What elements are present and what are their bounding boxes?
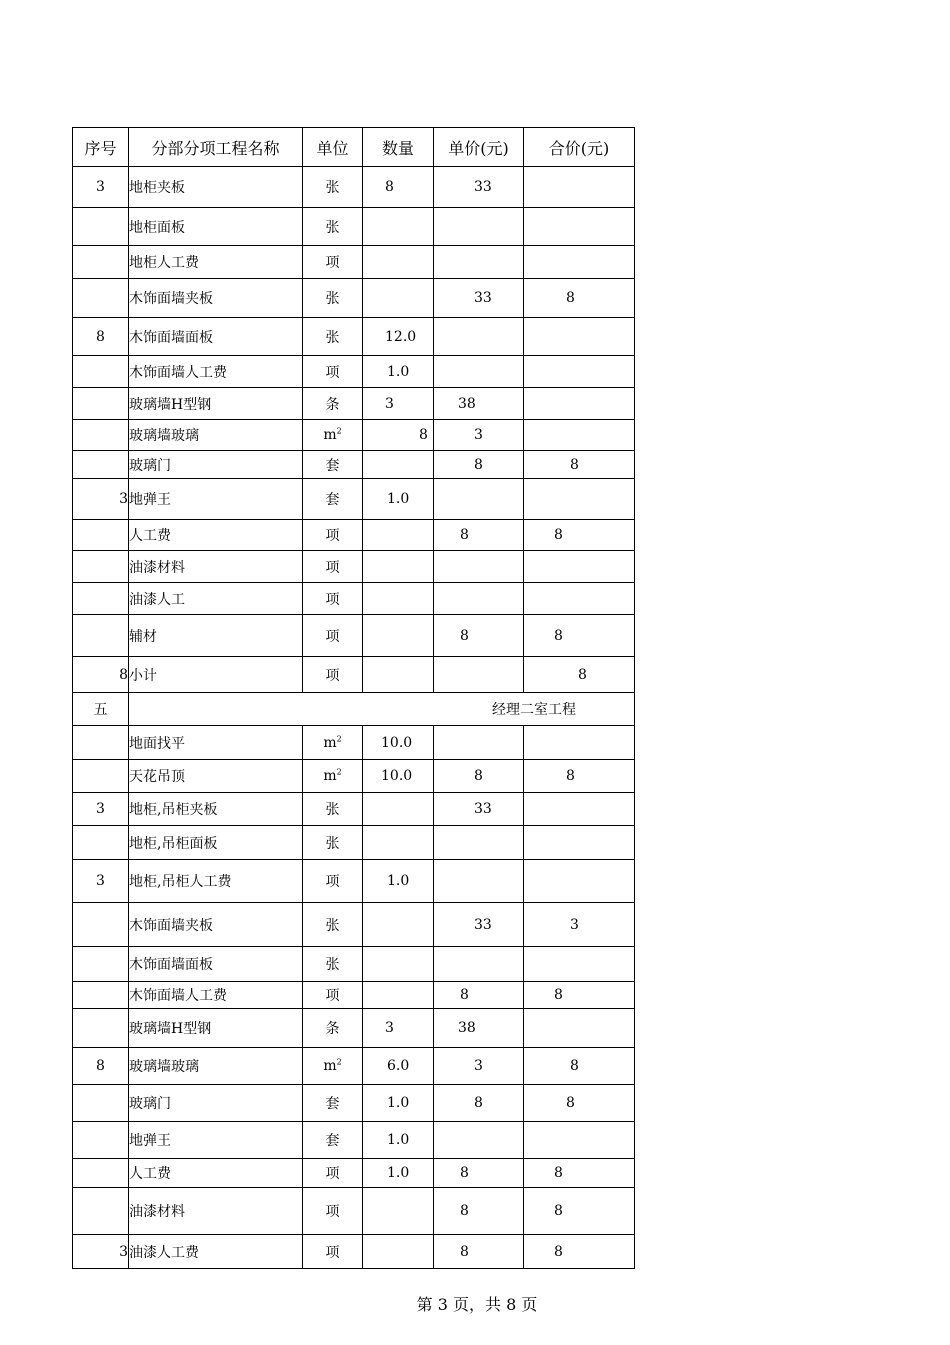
cell-price [434, 903, 524, 947]
table-row [73, 826, 635, 860]
table-row [73, 208, 635, 246]
cell-name: 玻璃墙H型钢 [129, 1009, 303, 1048]
cell-unit: 条 [303, 1009, 363, 1048]
cell-seq [73, 1188, 129, 1235]
header-total: 合价(元) [524, 128, 635, 167]
total-value: 8 [554, 1203, 563, 1219]
cell-qty [363, 1122, 434, 1159]
cell-seq [73, 520, 129, 551]
price-value: 8 [474, 456, 483, 473]
cell-total [524, 1009, 635, 1048]
total-value: 8 [554, 527, 563, 543]
table-row [73, 167, 635, 208]
cell-qty [363, 520, 434, 551]
cell-name: 木饰面墙面板 [129, 947, 303, 982]
cell-unit: 张 [303, 208, 363, 246]
cell-total [524, 318, 635, 356]
cell-total [524, 388, 635, 420]
table-row [73, 793, 635, 826]
cell-unit: 项 [303, 860, 363, 903]
table-row [73, 726, 635, 760]
cell-unit: 项 [303, 520, 363, 551]
cell-price [434, 318, 524, 356]
cell-qty [363, 982, 434, 1009]
cell-price [434, 583, 524, 615]
cell-seq [73, 726, 129, 760]
cell-qty [363, 1009, 434, 1048]
cell-seq: 8 [73, 318, 129, 356]
header-price: 单价(元) [434, 128, 524, 167]
qty-value: 1.0 [387, 363, 410, 380]
price-value: 8 [460, 1203, 469, 1219]
cell-price [434, 1188, 524, 1235]
cell-name: 玻璃门 [129, 1085, 303, 1122]
cell-qty [363, 903, 434, 947]
qty-value: 10.0 [381, 768, 413, 784]
header-seq: 序号 [73, 128, 129, 167]
cell-price [434, 520, 524, 551]
cell-name: 天花吊顶 [129, 760, 303, 793]
cell-qty [363, 760, 434, 793]
cell-unit: 张 [303, 947, 363, 982]
page-footer: 第 3 页，共 8 页 [416, 1295, 538, 1314]
table-row [73, 451, 635, 479]
header-name: 分部分项工程名称 [129, 128, 303, 167]
cell-unit: 项 [303, 583, 363, 615]
price-value: 8 [460, 627, 469, 644]
cell-total [524, 420, 635, 451]
cell-qty [363, 356, 434, 388]
table-row [73, 1085, 635, 1122]
cell-unit: 项 [303, 551, 363, 583]
cell-name: 木饰面墙人工费 [129, 356, 303, 388]
cell-name: 玻璃墙玻璃 [129, 1048, 303, 1085]
cell-unit: 套 [303, 451, 363, 479]
cell-qty [363, 551, 434, 583]
cell-total [524, 246, 635, 279]
table-row [73, 318, 635, 356]
cell-name: 地弹王 [129, 1122, 303, 1159]
cell-name: 人工费 [129, 520, 303, 551]
cell-total [524, 657, 635, 693]
quote-table [72, 127, 635, 1269]
cell-seq: 8 [73, 657, 129, 693]
cell-price [434, 657, 524, 693]
cell-price [434, 1009, 524, 1048]
total-value: 8 [570, 1058, 579, 1074]
cell-name: 油漆人工 [129, 583, 303, 615]
cell-price [434, 388, 524, 420]
cell-price [434, 1159, 524, 1188]
cell-price [434, 208, 524, 246]
table-row [73, 1009, 635, 1048]
cell-name: 油漆人工费 [129, 1235, 303, 1269]
cell-qty [363, 318, 434, 356]
cell-price [434, 246, 524, 279]
cell-unit: 张 [303, 318, 363, 356]
cell-seq [73, 1122, 129, 1159]
cell-unit: 项 [303, 1159, 363, 1188]
cell-seq [73, 388, 129, 420]
cell-qty [363, 826, 434, 860]
cell-name: 地面找平 [129, 726, 303, 760]
cell-name: 人工费 [129, 1159, 303, 1188]
table-row [73, 279, 635, 318]
table-row [73, 947, 635, 982]
cell-seq: 3 [73, 860, 129, 903]
cell-qty [363, 1235, 434, 1269]
cell-price [434, 982, 524, 1009]
total-value: 8 [554, 1243, 563, 1260]
table-row [73, 1048, 635, 1085]
header-qty: 数量 [363, 128, 434, 167]
price-value: 38 [458, 1020, 476, 1036]
header-row [73, 128, 635, 167]
section-title: 经理二室工程 [129, 693, 635, 726]
section-seq: 五 [73, 693, 129, 726]
section-row [73, 693, 635, 726]
cell-qty [363, 947, 434, 982]
cell-name: 玻璃门 [129, 451, 303, 479]
cell-unit: 项 [303, 982, 363, 1009]
total-value: 8 [554, 987, 563, 1003]
cell-unit: 套 [303, 1085, 363, 1122]
cell-unit: $m^2$ [303, 420, 363, 451]
cell-seq [73, 451, 129, 479]
cell-total [524, 947, 635, 982]
cell-seq [73, 583, 129, 615]
qty-value: 8 [419, 427, 428, 443]
cell-name: 地柜夹板 [129, 167, 303, 208]
cell-unit: $m^2$ [303, 726, 363, 760]
cell-price [434, 793, 524, 826]
cell-price [434, 860, 524, 903]
qty-value: 3 [385, 395, 394, 412]
cell-price [434, 1048, 524, 1085]
cell-name: 地柜,吊柜夹板 [129, 793, 303, 826]
cell-qty [363, 1085, 434, 1122]
price-value: 8 [474, 768, 483, 784]
cell-qty [363, 860, 434, 903]
cell-price [434, 826, 524, 860]
cell-unit: 张 [303, 279, 363, 318]
cell-seq: 8 [73, 1048, 129, 1085]
cell-qty [363, 208, 434, 246]
cell-name: 木饰面墙夹板 [129, 279, 303, 318]
table-row [73, 246, 635, 279]
cell-price [434, 356, 524, 388]
cell-total [524, 982, 635, 1009]
table-row [73, 982, 635, 1009]
cell-seq [73, 551, 129, 583]
cell-name: 小计 [129, 657, 303, 693]
cell-qty [363, 167, 434, 208]
cell-seq: 3 [73, 793, 129, 826]
cell-qty [363, 1159, 434, 1188]
cell-name: 地柜人工费 [129, 246, 303, 279]
cell-seq [73, 826, 129, 860]
cell-price [434, 167, 524, 208]
qty-value: 1.0 [387, 1095, 410, 1111]
cell-seq [73, 246, 129, 279]
cell-total [524, 1122, 635, 1159]
cell-total [524, 279, 635, 318]
cell-name: 木饰面墙人工费 [129, 982, 303, 1009]
cell-qty [363, 1048, 434, 1085]
table-row [73, 903, 635, 947]
total-value: 3 [570, 916, 579, 933]
cell-unit: 项 [303, 1188, 363, 1235]
cell-total [524, 1048, 635, 1085]
cell-qty [363, 615, 434, 657]
cell-price [434, 1235, 524, 1269]
cell-qty [363, 388, 434, 420]
price-value: 3 [474, 427, 483, 443]
table-row [73, 420, 635, 451]
table-row [73, 388, 635, 420]
table-row [73, 657, 635, 693]
total-value: 8 [578, 666, 587, 683]
header-unit: 单位 [303, 128, 363, 167]
cell-total [524, 208, 635, 246]
total-value: 8 [570, 456, 579, 473]
cell-total [524, 167, 635, 208]
cell-unit: $m^2$ [303, 760, 363, 793]
cell-name: 地弹王 [129, 479, 303, 520]
cell-total [524, 1235, 635, 1269]
table-row [73, 1159, 635, 1188]
table-row [73, 1122, 635, 1159]
cell-total [524, 1159, 635, 1188]
cell-name: 地柜,吊柜面板 [129, 826, 303, 860]
cell-total [524, 860, 635, 903]
cell-seq [73, 279, 129, 318]
cell-qty [363, 479, 434, 520]
cell-name: 油漆材料 [129, 551, 303, 583]
table-row [73, 860, 635, 903]
cell-total [524, 760, 635, 793]
cell-name: 油漆材料 [129, 1188, 303, 1235]
cell-price [434, 1085, 524, 1122]
cell-seq [73, 208, 129, 246]
total-value: 8 [554, 1165, 563, 1181]
table-row [73, 1235, 635, 1269]
cell-unit: 张 [303, 826, 363, 860]
price-value: 8 [460, 1243, 469, 1260]
cell-seq [73, 903, 129, 947]
qty-value: 1.0 [387, 1132, 410, 1148]
table-row [73, 356, 635, 388]
cell-qty [363, 726, 434, 760]
cell-qty [363, 279, 434, 318]
cell-total [524, 520, 635, 551]
qty-value: 10.0 [381, 734, 413, 751]
cell-total [524, 826, 635, 860]
cell-seq [73, 760, 129, 793]
cell-price [434, 1122, 524, 1159]
cell-seq [73, 1159, 129, 1188]
cell-qty [363, 451, 434, 479]
cell-unit: 项 [303, 356, 363, 388]
price-value: 33 [474, 179, 492, 195]
cell-name: 玻璃墙玻璃 [129, 420, 303, 451]
cell-seq: 3 [73, 167, 129, 208]
cell-price [434, 551, 524, 583]
cell-seq [73, 420, 129, 451]
cell-unit: 套 [303, 479, 363, 520]
qty-value: 6.0 [387, 1058, 410, 1074]
price-value: 8 [460, 1165, 469, 1181]
qty-value: 12.0 [385, 328, 417, 345]
price-value: 38 [458, 395, 476, 412]
table-row [73, 551, 635, 583]
total-value: 8 [566, 768, 575, 784]
cell-seq [73, 1085, 129, 1122]
cell-name: 辅材 [129, 615, 303, 657]
cell-total [524, 583, 635, 615]
qty-value: 1.0 [387, 873, 410, 889]
cell-unit: 套 [303, 1122, 363, 1159]
cell-seq [73, 615, 129, 657]
price-value: 3 [474, 1058, 483, 1074]
cell-unit: 项 [303, 246, 363, 279]
qty-value: 3 [385, 1020, 394, 1036]
cell-qty [363, 1188, 434, 1235]
table-row [73, 520, 635, 551]
cell-price [434, 451, 524, 479]
table-row [73, 615, 635, 657]
qty-value: 8 [385, 179, 394, 195]
table-row [73, 1188, 635, 1235]
cell-qty [363, 657, 434, 693]
cell-unit: $m^2$ [303, 1048, 363, 1085]
cell-price [434, 947, 524, 982]
cell-total [524, 903, 635, 947]
cell-unit: 条 [303, 388, 363, 420]
price-value: 8 [460, 527, 469, 543]
cell-price [434, 279, 524, 318]
cell-total [524, 615, 635, 657]
cell-unit: 项 [303, 657, 363, 693]
cell-seq [73, 356, 129, 388]
cell-total [524, 726, 635, 760]
cell-price [434, 760, 524, 793]
price-value: 33 [474, 801, 492, 817]
cell-total [524, 479, 635, 520]
cell-total [524, 451, 635, 479]
cell-seq [73, 1009, 129, 1048]
cell-total [524, 356, 635, 388]
total-value: 8 [566, 290, 575, 306]
price-value: 8 [460, 987, 469, 1003]
cell-seq: 3 [73, 1235, 129, 1269]
cell-unit: 张 [303, 793, 363, 826]
price-value: 33 [474, 916, 492, 933]
cell-unit: 项 [303, 1235, 363, 1269]
cell-total [524, 793, 635, 826]
cell-price [434, 726, 524, 760]
cell-price [434, 479, 524, 520]
total-value: 8 [554, 627, 563, 644]
cell-qty [363, 583, 434, 615]
cell-name: 木饰面墙面板 [129, 318, 303, 356]
cell-qty [363, 793, 434, 826]
cell-name: 木饰面墙夹板 [129, 903, 303, 947]
price-value: 33 [474, 290, 492, 306]
qty-value: 1.0 [387, 1165, 410, 1181]
cell-unit: 张 [303, 167, 363, 208]
cell-price [434, 615, 524, 657]
cell-unit: 张 [303, 903, 363, 947]
table-row [73, 583, 635, 615]
cell-name: 地柜,吊柜人工费 [129, 860, 303, 903]
cell-name: 玻璃墙H型钢 [129, 388, 303, 420]
table-row [73, 760, 635, 793]
cell-unit: 项 [303, 615, 363, 657]
cell-total [524, 1085, 635, 1122]
cell-total [524, 551, 635, 583]
qty-value: 1.0 [387, 491, 410, 507]
cell-price [434, 420, 524, 451]
cell-total [524, 1188, 635, 1235]
total-value: 8 [566, 1095, 575, 1111]
cell-seq [73, 947, 129, 982]
cell-seq: 3 [73, 479, 129, 520]
table-row [73, 479, 635, 520]
cell-qty [363, 246, 434, 279]
cell-name: 地柜面板 [129, 208, 303, 246]
cell-seq [73, 982, 129, 1009]
cell-qty [363, 420, 434, 451]
price-value: 8 [474, 1095, 483, 1111]
